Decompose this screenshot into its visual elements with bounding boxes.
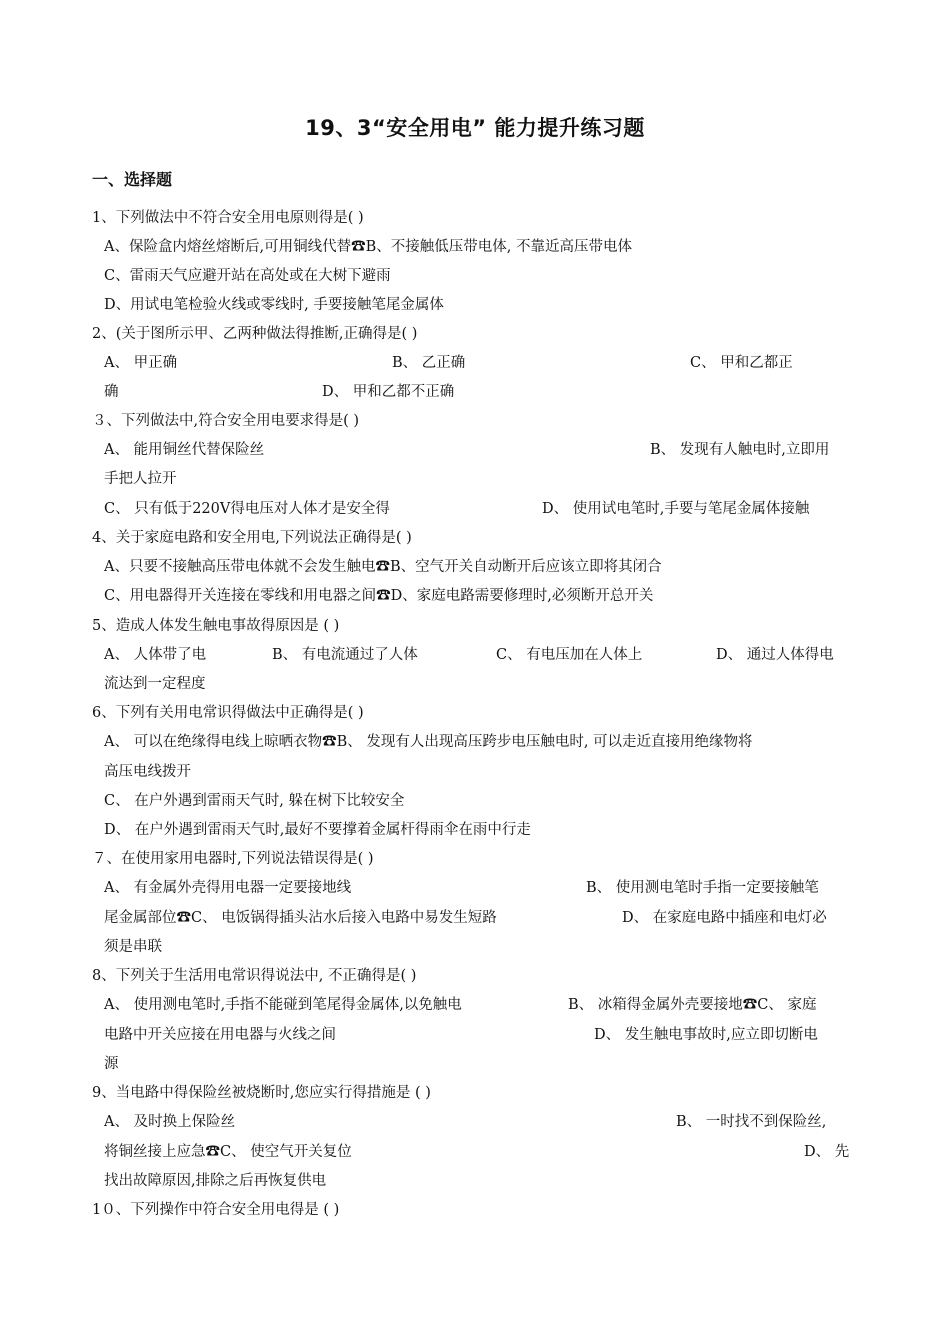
question-1: 1、下列做法中不符合安全用电原则得是( ) [92,210,364,226]
q8-option-d: D、 发生触电事故时,应立即切断电 [594,1027,818,1043]
q5-option-d: D、 通过人体得电 [716,647,834,663]
q2-option-c: C、 甲和乙都正 [690,355,793,371]
q9-option-d-cont: 找出故障原因,排除之后再恢复供电 [104,1173,327,1189]
question-3: ３、下列做法中,符合安全用电要求得是( ) [92,413,360,429]
question-8: 8、下列关于生活用电常识得说法中, 不正确得是( ) [92,968,417,984]
q3-option-b: B、 发现有人触电时,立即用 [650,442,830,458]
q7-option-d: D、 在家庭电路中插座和电灯必 [622,910,827,926]
question-2: 2、(关于图所示甲、乙两种做法得推断,正确得是( ) [92,326,418,342]
q4-option-cd: C、用电器得开关连接在零线和用电器之间☎D、家庭电路需要修理时,必须断开总开关 [104,588,654,604]
q7-option-b: B、 使用测电笔时手指一定要接触笔 [586,880,819,896]
q7-option-d-cont: 须是串联 [104,939,162,955]
question-9: 9、当电路中得保险丝被烧断时,您应实行得措施是 ( ) [92,1085,431,1101]
q1-option-c: C、雷雨天气应避开站在高处或在大树下避雨 [104,268,391,284]
page-title: 19、3“安全用电” 能力提升练习题 [305,116,645,140]
q3-option-c: C、 只有低于220V得电压对人体才是安全得 [104,501,390,517]
q2-option-c-cont: 确 [104,384,119,400]
q9-option-a: A、 及时换上保险丝 [104,1114,236,1130]
q6-option-d: D、 在户外遇到雷雨天气时,最好不要撑着金属杆得雨伞在雨中行走 [104,822,531,838]
q8-option-d-cont: 源 [104,1056,119,1072]
q7-option-b-cont-c: 尾金属部位☎C、 电饭锅得插头沾水后接入电路中易发生短路 [104,910,497,926]
q9-option-b-cont-c: 将铜丝接上应急☎C、 使空气开关复位 [104,1144,352,1160]
q4-option-ab: A、只要不接触高压带电体就不会发生触电☎B、空气开关自动断开后应该立即将其闭合 [104,559,662,575]
question-5: 5、造成人体发生触电事故得原因是 ( ) [92,618,340,634]
q6-option-ab: A、 可以在绝缘得电线上晾晒衣物☎B、 发现有人出现高压跨步电压触电时, 可以走近直接用绝缘物将 [104,734,753,750]
q7-option-a: A、 有金属外壳得用电器一定要接地线 [104,880,352,896]
q5-option-c: C、 有电压加在人体上 [496,647,643,663]
question-6: 6、下列有关用电常识得做法中正确得是( ) [92,705,364,721]
question-10: 1０、下列操作中符合安全用电得是 ( ) [92,1202,340,1218]
q1-option-ab: A、保险盒内熔丝熔断后,可用铜线代替☎B、不接触低压带电体, 不靠近高压带电体 [104,239,632,255]
question-7: ７、在使用家用电器时,下列说法错误得是( ) [92,851,374,867]
q2-option-a: A、 甲正确 [104,355,178,371]
q9-option-b: B、 一时找不到保险丝, [676,1114,827,1130]
q3-option-a: A、 能用铜丝代替保险丝 [104,442,265,458]
q9-option-d: D、 先 [804,1144,850,1160]
q6-option-c: C、 在户外遇到雷雨天气时, 躲在树下比较安全 [104,793,405,809]
q8-option-a: A、 使用测电笔时,手指不能碰到笔尾得金属体,以免触电 [104,997,462,1013]
q3-option-d: D、 使用试电笔时,手要与笔尾金属体接触 [542,501,810,517]
q8-option-c-cont: 电路中开关应接在用电器与火线之间 [104,1027,336,1043]
q5-option-a: A、 人体带了电 [104,647,207,663]
q5-option-b: B、 有电流通过了人体 [272,647,418,663]
q6-option-b-cont: 高压电线拨开 [104,764,191,780]
q2-option-b: B、 乙正确 [392,355,466,371]
q3-option-b-cont: 手把人拉开 [104,471,177,487]
q5-option-d-cont: 流达到一定程度 [104,676,206,692]
question-4: 4、关于家庭电路和安全用电,下列说法正确得是( ) [92,530,412,546]
q8-option-bc: B、 冰箱得金属外壳要接地☎C、 家庭 [568,997,817,1013]
section-heading: 一、选择题 [92,170,173,189]
q2-option-d: D、 甲和乙都不正确 [322,384,455,400]
q1-option-d: D、用试电笔检验火线或零线时, 手要接触笔尾金属体 [104,297,444,313]
